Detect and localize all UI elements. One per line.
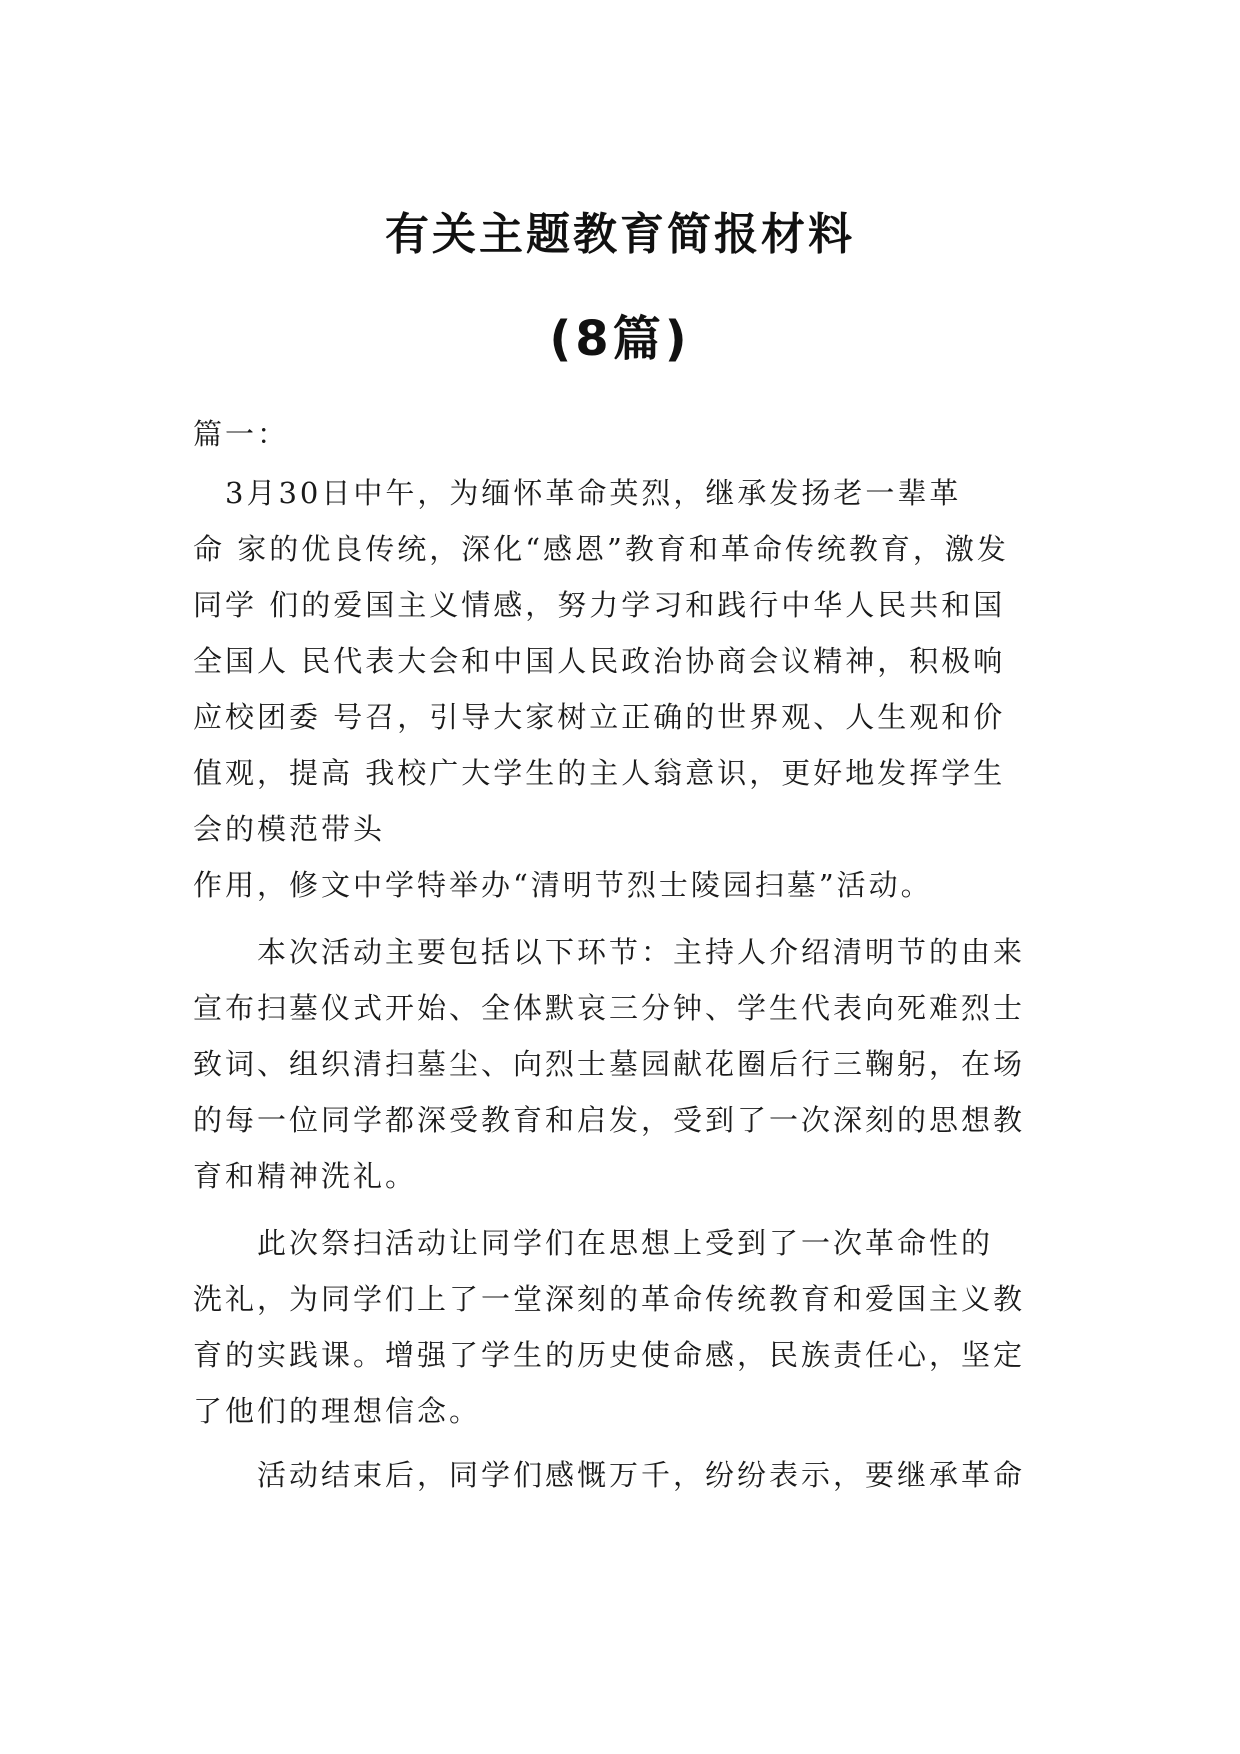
paragraph-line: 值观，提高 我校广大学生的主人翁意识，更好地发挥学生 [193, 756, 1006, 790]
paragraph-3 [193, 1215, 1053, 1439]
paragraph-line: 宣布扫墓仪式开始、全体默哀三分钟、学生代表向死难烈士 [193, 991, 1026, 1025]
paragraph-line: 同学 们的爱国主义情感，努力学习和践行中华人民共和国 [193, 588, 1006, 622]
paragraph-line: 致词、组织清扫墓尘、向烈士墓园献花圈后行三鞠躬，在场 [193, 1047, 1026, 1081]
paragraph-line: 育和精神洗礼。 [193, 1159, 418, 1193]
paragraph-line: 3月30日中午，为缅怀革命英烈，继承发扬老一辈革 [193, 476, 962, 510]
paragraph-4 [193, 1447, 1053, 1503]
paragraph-line: 全国人 民代表大会和中国人民政治协商会议精神，积极响 [193, 644, 1006, 678]
paragraph-line: 本次活动主要包括以下环节：主持人介绍清明节的由来 [193, 935, 1026, 969]
paragraph-line: 活动结束后，同学们感慨万千，纷纷表示，要继承革命 [193, 1458, 1026, 1492]
paragraph-line: 会的模范带头 [193, 812, 386, 846]
paragraph-line: 命 家的优良传统，深化“感恩”教育和革命传统教育，激发 [193, 532, 1009, 566]
paragraph-line: 作用，修文中学特举办“清明节烈士陵园扫墓”活动。 [193, 868, 933, 902]
paragraph-line: 的每一位同学都深受教育和启发，受到了一次深刻的思想教 [193, 1103, 1026, 1137]
paragraph-line: 育的实践课。增强了学生的历史使命感，民族责任心，坚定 [193, 1338, 1026, 1372]
paragraph-2 [193, 924, 1053, 1204]
page-subtitle: (8篇) [549, 311, 691, 367]
paragraph-line: 了他们的理想信念。 [193, 1394, 482, 1428]
page-title: 有关主题教育简报材料 [385, 209, 855, 260]
paragraph-1 [193, 465, 1053, 913]
paragraph-line: 应校团委 号召，引导大家树立正确的世界观、人生观和价 [193, 700, 1006, 734]
paragraph-line: 洗礼，为同学们上了一堂深刻的革命传统教育和爱国主义教 [193, 1282, 1026, 1316]
paragraph-line: 此次祭扫活动让同学们在思想上受到了一次革命性的 [193, 1226, 994, 1260]
section-label: 篇一： [193, 417, 290, 451]
